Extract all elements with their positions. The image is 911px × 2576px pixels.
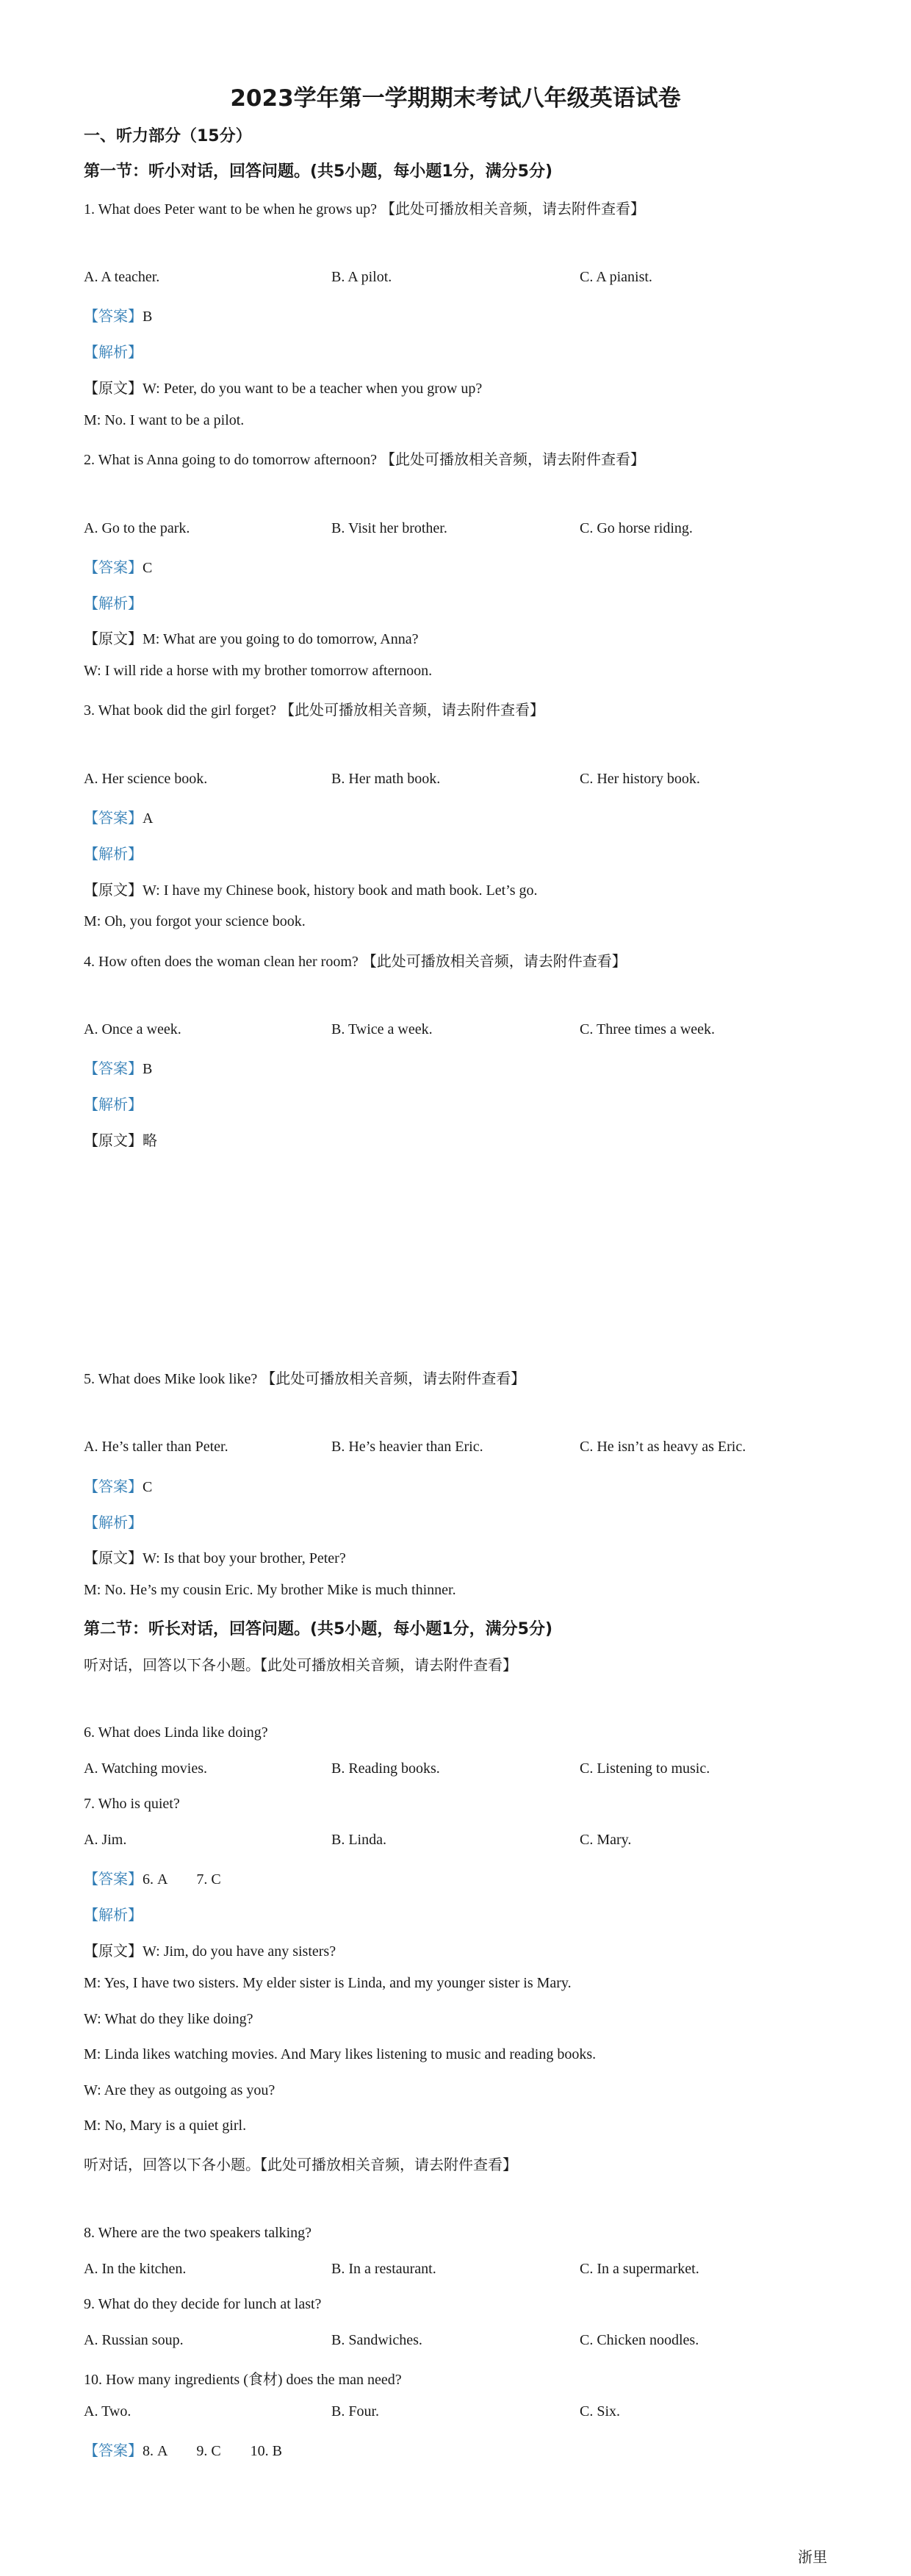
q3-option-a: A. Her science book. xyxy=(84,771,208,787)
footer-text: 浙里 xyxy=(798,2548,827,2566)
conversation-line: 【原文】W: Jim, do you have any sisters? xyxy=(84,1943,336,1960)
q5-transcript-line-2: M: No. He’s my cousin Eric. My brother Mike is much thinner. xyxy=(84,1582,456,1598)
conversation-line: M: Yes, I have two sisters. My elder sister is Linda, and my younger sister is Mary. xyxy=(84,1975,572,1991)
q3-answer: 【答案】A xyxy=(84,810,154,827)
question-9: 9. What do they decide for lunch at last? xyxy=(84,2296,322,2312)
q5-analysis-tag: 【解析】 xyxy=(84,1515,143,1531)
conversation-line: W: What do they like doing? xyxy=(84,2011,253,2027)
q5-transcript-line-1: 【原文】W: Is that boy your brother, Peter? xyxy=(84,1550,346,1566)
q6-option-c: C. Listening to music. xyxy=(580,1760,710,1777)
question-8: 8. Where are the two speakers talking? xyxy=(84,2225,312,2241)
page-title: 2023学年第一学期期末考试八年级英语试卷 xyxy=(230,85,681,112)
listen-intro-1[interactable]: 听对话，回答以下各小题。【此处可播放相关音频，请去附件查看】 xyxy=(84,1658,517,1674)
q2-option-a: A. Go to the park. xyxy=(84,520,190,536)
audio-note[interactable]: 【此处可播放相关音频，请去附件查看】 xyxy=(279,702,544,719)
q1-option-b: B. A pilot. xyxy=(331,269,392,285)
q9-option-c: C. Chicken noodles. xyxy=(580,2332,699,2348)
question-1: 1. What does Peter want to be when he grows up? 【此处可播放相关音频，请去附件查看】 xyxy=(84,201,645,217)
question-2: 2. What is Anna going to do tomorrow afternoon? 【此处可播放相关音频，请去附件查看】 xyxy=(84,452,646,468)
q5-option-c: C. He isn’t as heavy as Eric. xyxy=(580,1439,746,1455)
q4-option-c: C. Three times a week. xyxy=(580,1021,716,1037)
q10-option-c: C. Six. xyxy=(580,2403,621,2420)
q8-option-b: B. In a restaurant. xyxy=(331,2261,436,2277)
q1-transcript-line-2: M: No. I want to be a pilot. xyxy=(84,412,245,428)
q4-analysis-tag: 【解析】 xyxy=(84,1097,143,1113)
q7-option-b: B. Linda. xyxy=(331,1832,386,1848)
q3-transcript-line-1: 【原文】W: I have my Chinese book, history book and math book. Let’s go. xyxy=(84,882,538,899)
q5-option-b: B. He’s heavier than Eric. xyxy=(331,1439,483,1455)
q3-analysis-tag: 【解析】 xyxy=(84,846,143,863)
q10-option-a: A. Two. xyxy=(84,2403,132,2420)
q1-analysis-tag: 【解析】 xyxy=(84,345,143,361)
q2-transcript-line-2: W: I will ride a horse with my brother tomorrow afternoon. xyxy=(84,663,433,679)
part2-heading: 第二节：听长对话，回答问题。(共5小题，每小题1分，满分5分) xyxy=(84,1620,553,1638)
q6-option-b: B. Reading books. xyxy=(331,1760,440,1777)
q7-option-c: C. Mary. xyxy=(580,1832,632,1848)
conversation-line: W: Are they as outgoing as you? xyxy=(84,2082,276,2098)
audio-note[interactable]: 【此处可播放相关音频，请去附件查看】 xyxy=(380,201,645,217)
q9-option-b: B. Sandwiches. xyxy=(331,2332,422,2348)
question-10: 10. How many ingredients (食材) does the man need? xyxy=(84,2372,402,2388)
conversation-line: M: Linda likes watching movies. And Mary likes listening to music and reading books. xyxy=(84,2046,597,2062)
q4-answer: 【答案】B xyxy=(84,1061,153,1077)
q2-option-b: B. Visit her brother. xyxy=(331,520,447,536)
q1-transcript-line-1: 【原文】W: Peter, do you want to be a teacher when you grow up? xyxy=(84,381,483,397)
q1-option-a: A. A teacher. xyxy=(84,269,160,285)
q6-7-analysis-tag: 【解析】 xyxy=(84,1907,143,1924)
q3-transcript-line-2: M: Oh, you forgot your science book. xyxy=(84,913,306,929)
q8-option-a: A. In the kitchen. xyxy=(84,2261,187,2277)
q8-10-answer: 【答案】8. A 9. C 10. B xyxy=(84,2443,283,2459)
q2-answer: 【答案】C xyxy=(84,560,153,576)
conversation-line: M: No, Mary is a quiet girl. xyxy=(84,2118,247,2134)
q6-option-a: A. Watching movies. xyxy=(84,1760,207,1777)
part1-heading: 第一节：听小对话，回答问题。(共5小题，每小题1分，满分5分) xyxy=(84,162,553,181)
q6-7-answer: 【答案】6. A 7. C xyxy=(84,1871,221,1888)
question-4: 4. How often does the woman clean her room? 【此处可播放相关音频，请去附件查看】 xyxy=(84,954,627,970)
q2-analysis-tag: 【解析】 xyxy=(84,596,143,612)
q4-transcript-line-1: 【原文】略 xyxy=(84,1133,157,1149)
audio-note[interactable]: 【此处可播放相关音频，请去附件查看】 xyxy=(381,452,646,468)
q5-option-a: A. He’s taller than Peter. xyxy=(84,1439,228,1455)
q3-option-b: B. Her math book. xyxy=(331,771,441,787)
q2-transcript-line-1: 【原文】M: What are you going to do tomorrow, Anna? xyxy=(84,631,419,647)
question-3: 3. What book did the girl forget? 【此处可播放相关音频，请去附件查看】 xyxy=(84,702,544,719)
q8-option-c: C. In a supermarket. xyxy=(580,2261,699,2277)
question-7: 7. Who is quiet? xyxy=(84,1796,180,1812)
q4-option-a: A. Once a week. xyxy=(84,1021,181,1037)
q1-answer: 【答案】B xyxy=(84,309,153,325)
section-heading-listening: 一、听力部分（15分） xyxy=(84,127,252,145)
q9-option-a: A. Russian soup. xyxy=(84,2332,184,2348)
audio-note[interactable]: 【此处可播放相关音频，请去附件查看】 xyxy=(261,1371,526,1387)
q2-option-c: C. Go horse riding. xyxy=(580,520,693,536)
q7-option-a: A. Jim. xyxy=(84,1832,127,1848)
question-5: 5. What does Mike look like? 【此处可播放相关音频，请去附件查看】 xyxy=(84,1371,526,1387)
q3-option-c: C. Her history book. xyxy=(580,771,700,787)
question-6: 6. What does Linda like doing? xyxy=(84,1724,268,1741)
listen-intro-2[interactable]: 听对话，回答以下各小题。【此处可播放相关音频，请去附件查看】 xyxy=(84,2157,517,2173)
q1-option-c: C. A pianist. xyxy=(580,269,652,285)
q5-answer: 【答案】C xyxy=(84,1479,153,1495)
q4-option-b: B. Twice a week. xyxy=(331,1021,433,1037)
audio-note[interactable]: 【此处可播放相关音频，请去附件查看】 xyxy=(361,954,627,970)
q10-option-b: B. Four. xyxy=(331,2403,380,2420)
